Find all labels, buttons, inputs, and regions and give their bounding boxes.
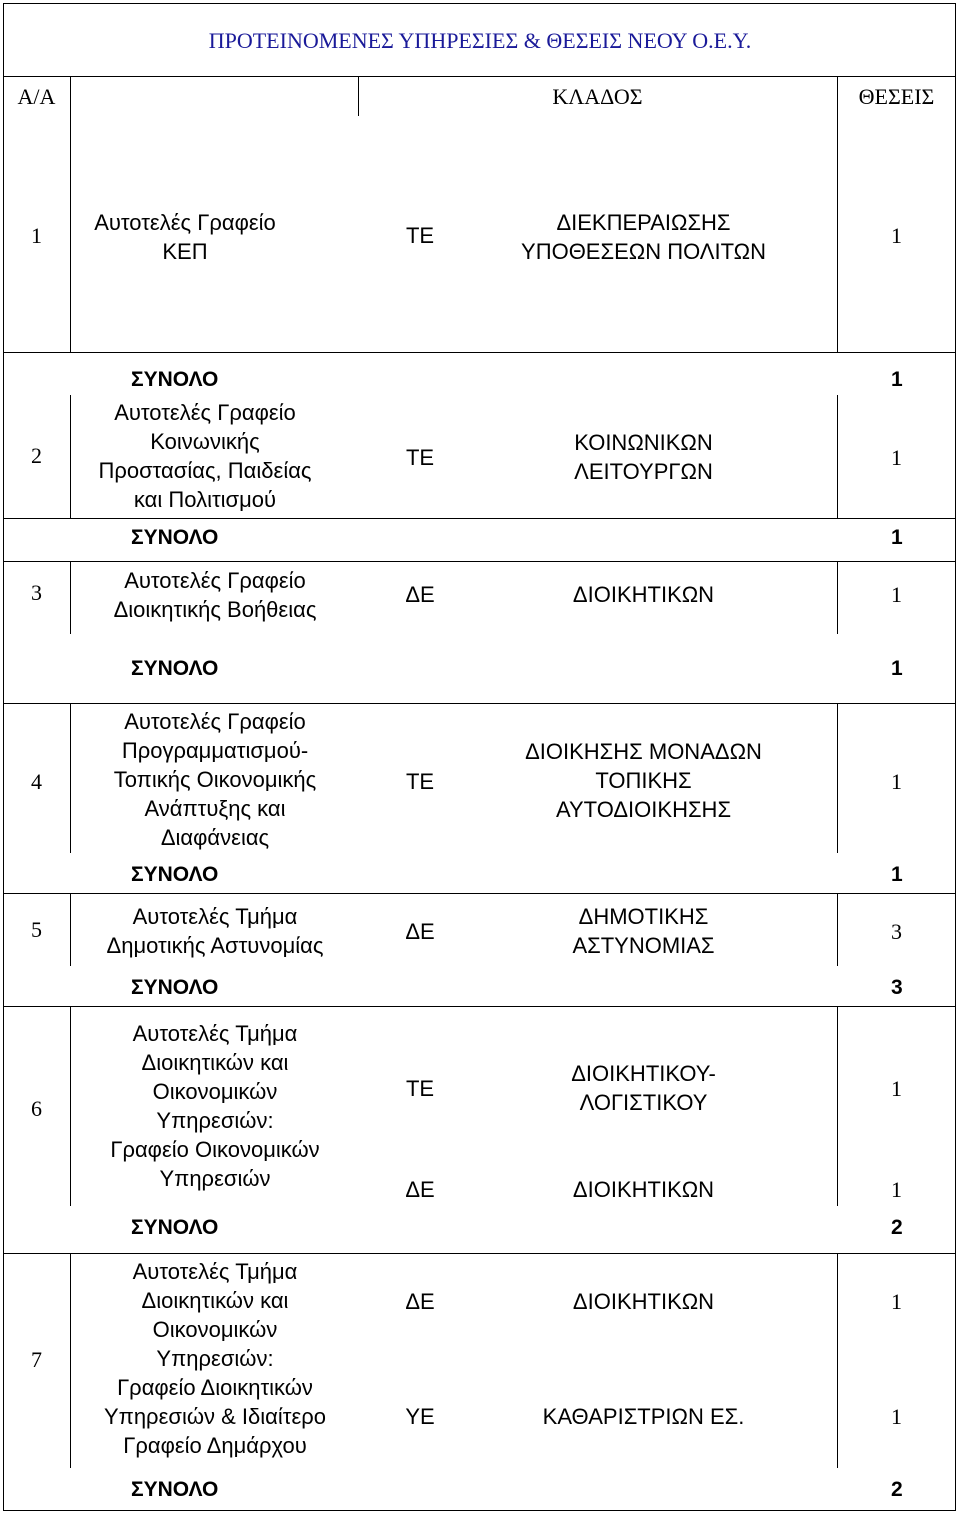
row-separator xyxy=(3,518,956,519)
position-count: 1 xyxy=(891,769,902,794)
branch-name: ΔΙΟΙΚΗΤΙΚΩΝ xyxy=(572,582,715,607)
total-value: 1 xyxy=(891,657,903,680)
staff-category: ΔΕ xyxy=(405,919,435,944)
table-top-border xyxy=(3,76,956,77)
total-label: ΣΥΝΟΛΟ xyxy=(131,1216,219,1239)
row-separator xyxy=(3,893,956,894)
staff-category: ΥΕ xyxy=(405,1404,435,1429)
total-value: 3 xyxy=(891,976,903,999)
row-separator xyxy=(3,561,956,562)
unit-name: Αυτοτελές Τμήμα Δημοτικής Αστυνομίας xyxy=(106,904,324,958)
position-count: 1 xyxy=(891,582,902,607)
branch-name: ΔΙΟΙΚΗΤΙΚΩΝ xyxy=(572,1289,715,1314)
branch-name: ΔΙΟΙΚΗΣΗΣ ΜΟΝΑΔΩΝ ΤΟΠΙΚΗΣ ΑΥΤΟΔΙΟΙΚΗΣΗΣ xyxy=(525,739,762,822)
row-separator xyxy=(3,352,956,353)
column-divider xyxy=(837,1253,838,1468)
position-count: 1 xyxy=(891,1404,902,1429)
staff-category: ΤΕ xyxy=(405,769,435,794)
total-label: ΣΥΝΟΛΟ xyxy=(131,526,219,549)
staff-category: ΔΕ xyxy=(405,582,435,607)
position-count: 1 xyxy=(891,223,902,248)
unit-name: Αυτοτελές Γραφείο Διοικητικής Βοήθειας xyxy=(113,568,317,622)
position-count: 3 xyxy=(891,919,902,944)
unit-name: Αυτοτελές Τμήμα Διοικητικών και Οικονομικών Υπηρεσιών: Γραφείο Οικονομικών Υπηρεσιών xyxy=(110,1021,320,1191)
total-value: 1 xyxy=(891,526,903,549)
total-value: 1 xyxy=(891,863,903,886)
column-divider xyxy=(837,76,838,353)
total-label: ΣΥΝΟΛΟ xyxy=(131,657,219,680)
total-label: ΣΥΝΟΛΟ xyxy=(131,368,219,391)
unit-name: Αυτοτελές Γραφείο ΚΕΠ xyxy=(94,210,276,264)
staff-category: ΤΕ xyxy=(405,1076,435,1101)
branch-name: ΔΙΟΙΚΗΤΙΚΩΝ xyxy=(572,1177,715,1202)
row-number: 6 xyxy=(31,1096,42,1121)
staff-category: ΤΕ xyxy=(405,223,435,248)
total-value: 2 xyxy=(891,1216,903,1239)
row-number: 1 xyxy=(31,223,42,248)
branch-name: ΔΙΟΙΚΗΤΙΚΟΥ- ΛΟΓΙΣΤΙΚΟΥ xyxy=(571,1061,716,1115)
position-count: 1 xyxy=(891,1289,902,1314)
total-label: ΣΥΝΟΛΟ xyxy=(131,1478,219,1501)
position-count: 1 xyxy=(891,1076,902,1101)
page-title: ΠΡΟΤΕΙΝΟΜΕΝΕΣ ΥΠΗΡΕΣΙΕΣ & ΘΕΣΕΙΣ ΝΕΟΥ Ο.Ε.Υ. xyxy=(208,28,752,53)
unit-name: Αυτοτελές Γραφείο Κοινωνικής Προστασίας, Παιδείας και Πολιτισμού xyxy=(98,400,312,512)
branch-name: ΔΙΕΚΠΕΡΑΙΩΣΗΣ ΥΠΟΘΕΣΕΩΝ ΠΟΛΙΤΩΝ xyxy=(521,210,766,264)
position-count: 1 xyxy=(891,445,902,470)
row-separator xyxy=(3,703,956,704)
row-separator xyxy=(3,1253,956,1254)
header-aa: Α/Α xyxy=(17,84,56,109)
total-label: ΣΥΝΟΛΟ xyxy=(131,976,219,999)
row-number: 5 xyxy=(31,917,42,942)
branch-name: ΚΑΘΑΡΙΣΤΡΙΩΝ ΕΣ. xyxy=(542,1404,745,1429)
total-label: ΣΥΝΟΛΟ xyxy=(131,863,219,886)
row-separator xyxy=(3,1006,956,1007)
staff-category: ΔΕ xyxy=(405,1177,435,1202)
header-positions: ΘΕΣΕΙΣ xyxy=(858,84,935,109)
row-number: 4 xyxy=(31,769,42,794)
total-value: 1 xyxy=(891,368,903,391)
header-branch: ΚΛΑΔΟΣ xyxy=(552,84,643,109)
unit-name: Αυτοτελές Τμήμα Διοικητικών και Οικονομικών Υπηρεσιών: Γραφείο Διοικητικών Υπηρεσιών & Ιδιαίτερο Γραφείο Δημάρχου xyxy=(103,1259,327,1458)
row-number: 3 xyxy=(31,580,42,605)
unit-name: Αυτοτελές Γραφείο Προγραμματισμού- Τοπικής Οικονομικής Ανάπτυξης και Διαφάνειας xyxy=(113,709,317,850)
position-count: 1 xyxy=(891,1177,902,1202)
row-number: 7 xyxy=(31,1347,42,1372)
staff-category: ΤΕ xyxy=(405,445,435,470)
staff-category: ΔΕ xyxy=(405,1289,435,1314)
branch-name: ΔΗΜΟΤΙΚΗΣ ΑΣΤΥΝΟΜΙΑΣ xyxy=(572,904,715,958)
total-value: 2 xyxy=(891,1478,903,1501)
branch-name: ΚΟΙΝΩΝΙΚΩΝ ΛΕΙΤΟΥΡΓΩΝ xyxy=(574,430,713,484)
row-number: 2 xyxy=(31,443,42,468)
